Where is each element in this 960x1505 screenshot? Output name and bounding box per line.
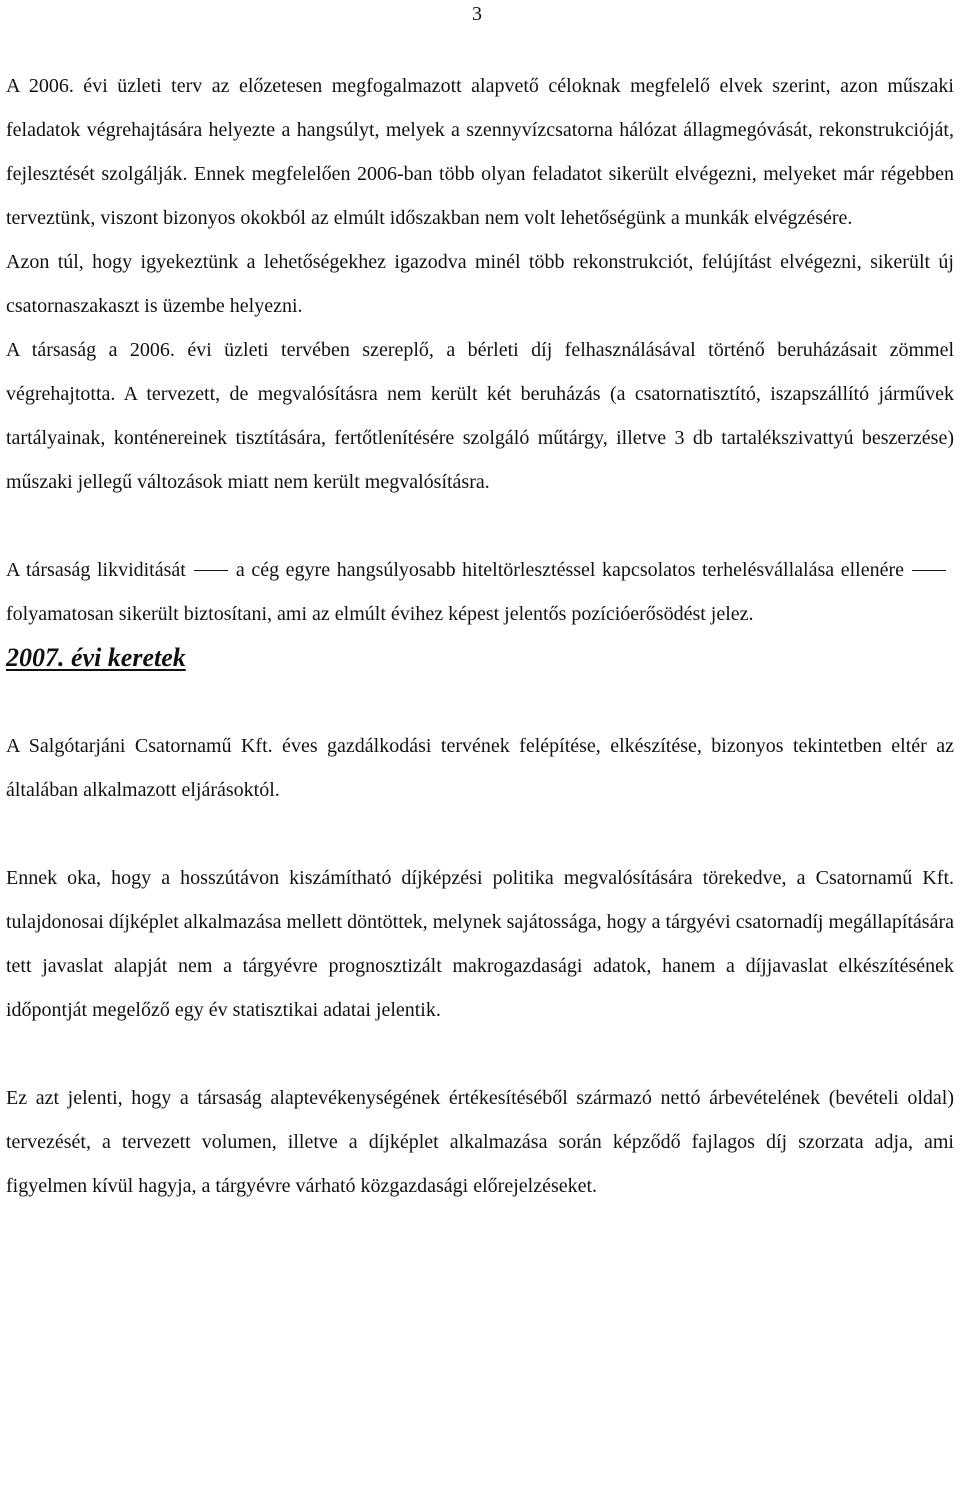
page-number: 3 [472,3,482,25]
paragraph-revenue-planning: Ez azt jelenti, hogy a társaság alaptevékenységének értékesítéséből származó nettó árbevételének (bevételi oldal) tervezését, a tervezett volumen, illetve a díjképlet alkalmazása során képződő fajlagos díj szorzata adja, ami figyelmen kívül hagyja, a tárgyévre várható közgazdasági előrejelzéseket. [6,1087,954,1197]
paragraph-investments: A társaság a 2006. évi üzleti tervében szereplő, a bérleti díj felhasználásával történő beruházásait zömmel végrehajtotta. A tervezett, de megvalósításra nem került két beruházás (a csatornatisztító, iszapszállító járművek tartályainak, konténereinek tisztítására, fertőtlenítésére szolgáló műtárgy, illetve 3 db tartalékszivattyú beszerzése) műszaki jellegű változások miatt nem került megvalósításra. [6,339,954,493]
section-heading: 2007. évi keretek [6,643,186,672]
paragraph-pricing-policy: Ennek oka, hogy a hosszútávon kiszámítható díjképzési politika megvalósítására törekedve, a Csatornamű Kft. tulajdonosai díjképlet alkalmazása mellett döntöttek, melynek sajátossága, hogy a tárgyévi csatornadíj megállapítására tett javaslat alapját nem a tárgyévre prognosztizált makrogazdasági adatok, hanem a díjjavaslat elkészítésének időpontját megelőző egy év statisztikai adatai jelentik. [6,867,954,1021]
liquidity-text-a: A társaság likviditását [6,559,186,581]
document-body [6,64,954,1208]
paragraph-reconstruction: Azon túl, hogy igyekeztünk a lehetőségekhez igazodva minél több rekonstrukciót, felújítást elvégezni, sikerült új csatornaszakaszt is üzembe helyezni. [6,251,954,317]
dash-separator [194,570,228,571]
liquidity-text-b: a cég egyre hangsúlyosabb hiteltörlesztéssel kapcsolatos terhelésvállalása ellenére [235,559,905,581]
paragraph-liquidity [6,548,954,636]
dash-separator [912,570,946,571]
paragraph-business-plan-2006: A 2006. évi üzleti terv az előzetesen megfogalmazott alapvető céloknak megfelelő elvek szerint, azon műszaki feladatok végrehajtására helyezte a hangsúlyt, melyek a szennyvízcsatorna hálózat állagmegóvását, rekonstrukcióját, fejlesztését szolgálják. Ennek megfelelően 2006-ban több olyan feladatot sikerült elvégezni, melyeket már régebben terveztünk, viszont bizonyos okokból az elmúlt időszakban nem volt lehetőségünk a munkák elvégzésére. [6,75,954,229]
paragraph-plan-structure: A Salgótarjáni Csatornamű Kft. éves gazdálkodási tervének felépítése, elkészítése, bizonyos tekintetben eltér az általában alkalmazott eljárásoktól. [6,735,954,801]
liquidity-text-c: folyamatosan sikerült biztosítani, ami az elmúlt évihez képest jelentős pozícióerősödést jelez. [6,603,754,625]
